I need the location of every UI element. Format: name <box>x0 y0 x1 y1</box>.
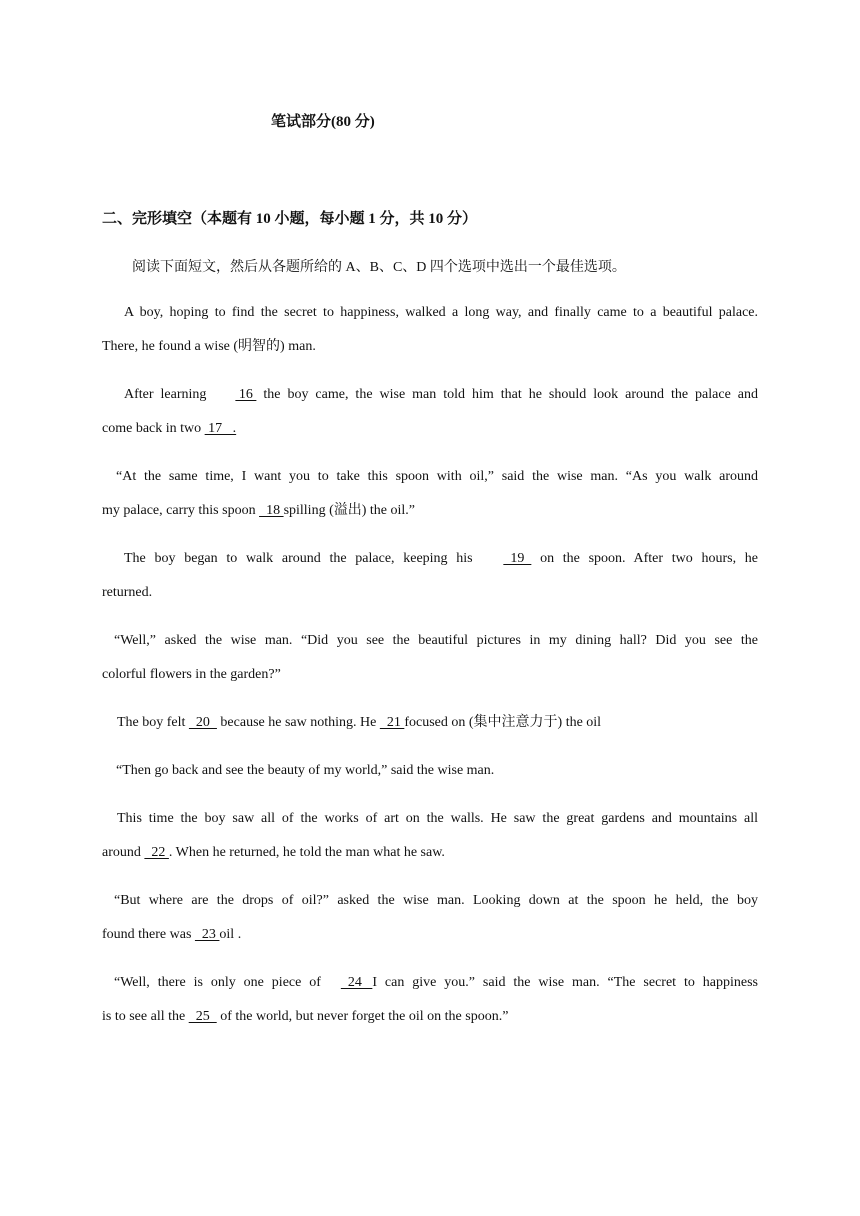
passage-paragraph-6 <box>102 706 758 740</box>
paragraph-line: A boy, hoping to find the secret to happiness, walked a long way, and finally came to a beautiful palace. <box>124 305 758 320</box>
passage-paragraph-9 <box>102 884 758 952</box>
paragraph-line: After learning 16 the boy came, the wise man told him that he should look around the palace and <box>102 378 758 412</box>
paragraph-line: “Well, there is only one piece of 24 I can give you.” said the wise man. “The secret to happiness <box>102 966 758 1000</box>
paragraph-line: “At the same time, I want you to take this spoon with oil,” said the wise man. “As you walk around <box>116 469 758 484</box>
paragraph-line: The boy felt 20 because he saw nothing. He 21 focused on (集中注意力于) the oil <box>102 706 758 740</box>
page-title: 笔试部分(80 分) <box>271 114 375 130</box>
blank-20: 20 <box>188 715 217 730</box>
paragraph-line: come back in two 17 . <box>102 412 758 446</box>
blank-22: 22 <box>144 845 169 860</box>
paragraph-line: “Well,” asked the wise man. “Did you see the beautiful pictures in my dining hall? Did you see the <box>114 633 758 648</box>
passage-paragraph-2 <box>102 378 758 446</box>
blank-16: 16 <box>235 387 257 402</box>
paragraph-line: found there was 23 oil . <box>102 918 758 952</box>
paragraph-line: “Then go back and see the beauty of my world,” said the wise man. <box>116 763 495 778</box>
passage-paragraph-5 <box>102 624 758 692</box>
paragraph-line: around 22 . When he returned, he told the man what he saw. <box>102 836 758 870</box>
passage-paragraph-3 <box>102 460 758 528</box>
paragraph-line: returned. <box>102 585 153 600</box>
instruction-text: 阅读下面短文，然后从各题所给的 A、B、C、D 四个选项中选出一个最佳选项。 <box>132 260 626 275</box>
paragraph-line: is to see all the 25 of the world, but never forget the oil on the spoon.” <box>102 1000 758 1034</box>
blank-25: 25 <box>188 1009 217 1024</box>
paragraph-line: There, he found a wise (明智的) man. <box>102 339 316 354</box>
paragraph-line: This time the boy saw all of the works of art on the walls. He saw the great gardens and mountains all <box>117 811 758 826</box>
passage-paragraph-1 <box>102 296 758 364</box>
section-heading: 二、完形填空（本题有 10 小题，每小题 1 分，共 10 分） <box>102 211 478 227</box>
blank-18: 18 <box>259 503 284 518</box>
paragraph-line: colorful flowers in the garden?” <box>102 667 281 682</box>
paragraph-line: “But where are the drops of oil?” asked the wise man. Looking down at the spoon he held, the boy <box>114 893 758 908</box>
blank-21: 21 <box>379 715 405 730</box>
blank-19: 19 <box>503 551 532 566</box>
passage-paragraph-8 <box>102 802 758 870</box>
blank-17: 17 . <box>204 421 237 436</box>
passage-paragraph-4 <box>102 542 758 610</box>
passage-paragraph-7 <box>102 754 758 788</box>
blank-24: 24 <box>340 975 373 990</box>
paragraph-line: The boy began to walk around the palace, keeping his 19 on the spoon. After two hours, he <box>102 542 758 576</box>
passage-paragraph-10 <box>102 966 758 1034</box>
blank-23: 23 <box>194 927 220 942</box>
paragraph-line: my palace, carry this spoon 18 spilling (溢出) the oil.” <box>102 494 758 528</box>
